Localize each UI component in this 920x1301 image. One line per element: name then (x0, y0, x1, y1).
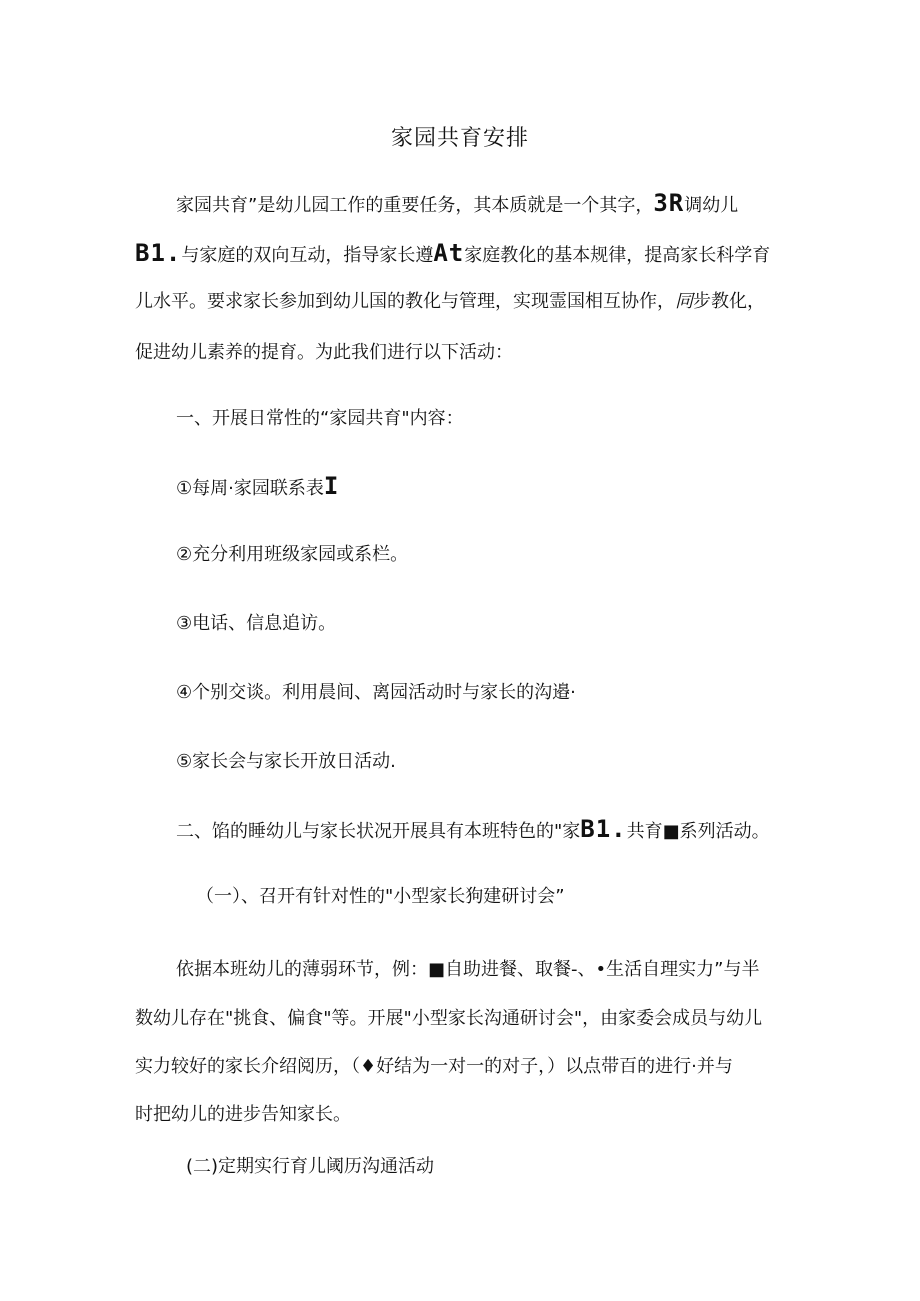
intro-text: 与家庭的双向互动，指导家长遵 (181, 245, 434, 266)
intro-line-3 (135, 290, 765, 314)
intro-text: 儿水平。要求家长参加到幼儿国的教化与管理，实现霊国相互协作， (135, 291, 675, 312)
garbled-glyph: At (433, 239, 465, 267)
intro-line-1 (176, 191, 738, 218)
intro-text: 调幼儿 (684, 195, 739, 216)
paragraph-line-1: 依据本班幼儿的薄弱环节，例：■自助进餐、取餐-、•生活自理实力”与半 (176, 959, 760, 980)
heading-text: 共育■系列活动。 (626, 821, 770, 842)
page-title: 家园共育安排 (390, 126, 529, 151)
garbled-glyph: I (323, 472, 340, 500)
garbled-glyph: 3R (653, 189, 685, 217)
list-item: ③电话、信息追访。 (176, 613, 337, 634)
paragraph-line-4: 时把幼儿的进步告知家长。 (135, 1104, 351, 1125)
paragraph-line-3: 实力较好的家长介绍阅历，（♦好结为一对一的对子，）以点带百的进行·并与 (135, 1056, 733, 1077)
subsection-1-heading: （一）、召开有针对性的"小型家长狗建研讨会” (196, 886, 565, 907)
intro-text: 家园共育”是幼儿园工作的重要任务，其本质就是一个其字， (176, 195, 654, 216)
intro-line-4: 促进幼儿素养的提育。为此我们进行以下活动： (135, 342, 513, 363)
garbled-glyph: B1. (580, 815, 627, 843)
subsection-2-heading: (二)定期实行育儿阈历沟通活动 (186, 1156, 435, 1177)
list-item: ④个别交谈。利用晨间、离园活动时与家长的沟邉· (176, 682, 576, 703)
list-item (176, 474, 339, 501)
section-1-heading: 一、开展日常性的“家园共育"内容： (176, 408, 464, 429)
list-item: ②充分利用班级家园或系栏。 (176, 544, 409, 565)
garbled-glyph: B1. (135, 239, 182, 267)
intro-text-italic: 同 (675, 291, 693, 312)
list-item-text: ①每周·家园联系表 (176, 478, 324, 499)
intro-text: 步教化， (693, 291, 765, 312)
intro-line-2 (135, 241, 770, 268)
intro-text: 家庭教化的基本规律，提高家长科学育 (464, 245, 771, 266)
paragraph-line-2: 数幼儿存在"挑食、偏食"等。开展"小型家长沟通研讨会"，由家委会成员与幼儿 (135, 1008, 763, 1029)
section-2-heading (176, 817, 770, 844)
heading-text: 二、馅的睡幼儿与家长状况开展具有本班特色的"家 (176, 821, 581, 842)
list-item: ⑤家长会与家长开放日活动. (176, 751, 396, 772)
